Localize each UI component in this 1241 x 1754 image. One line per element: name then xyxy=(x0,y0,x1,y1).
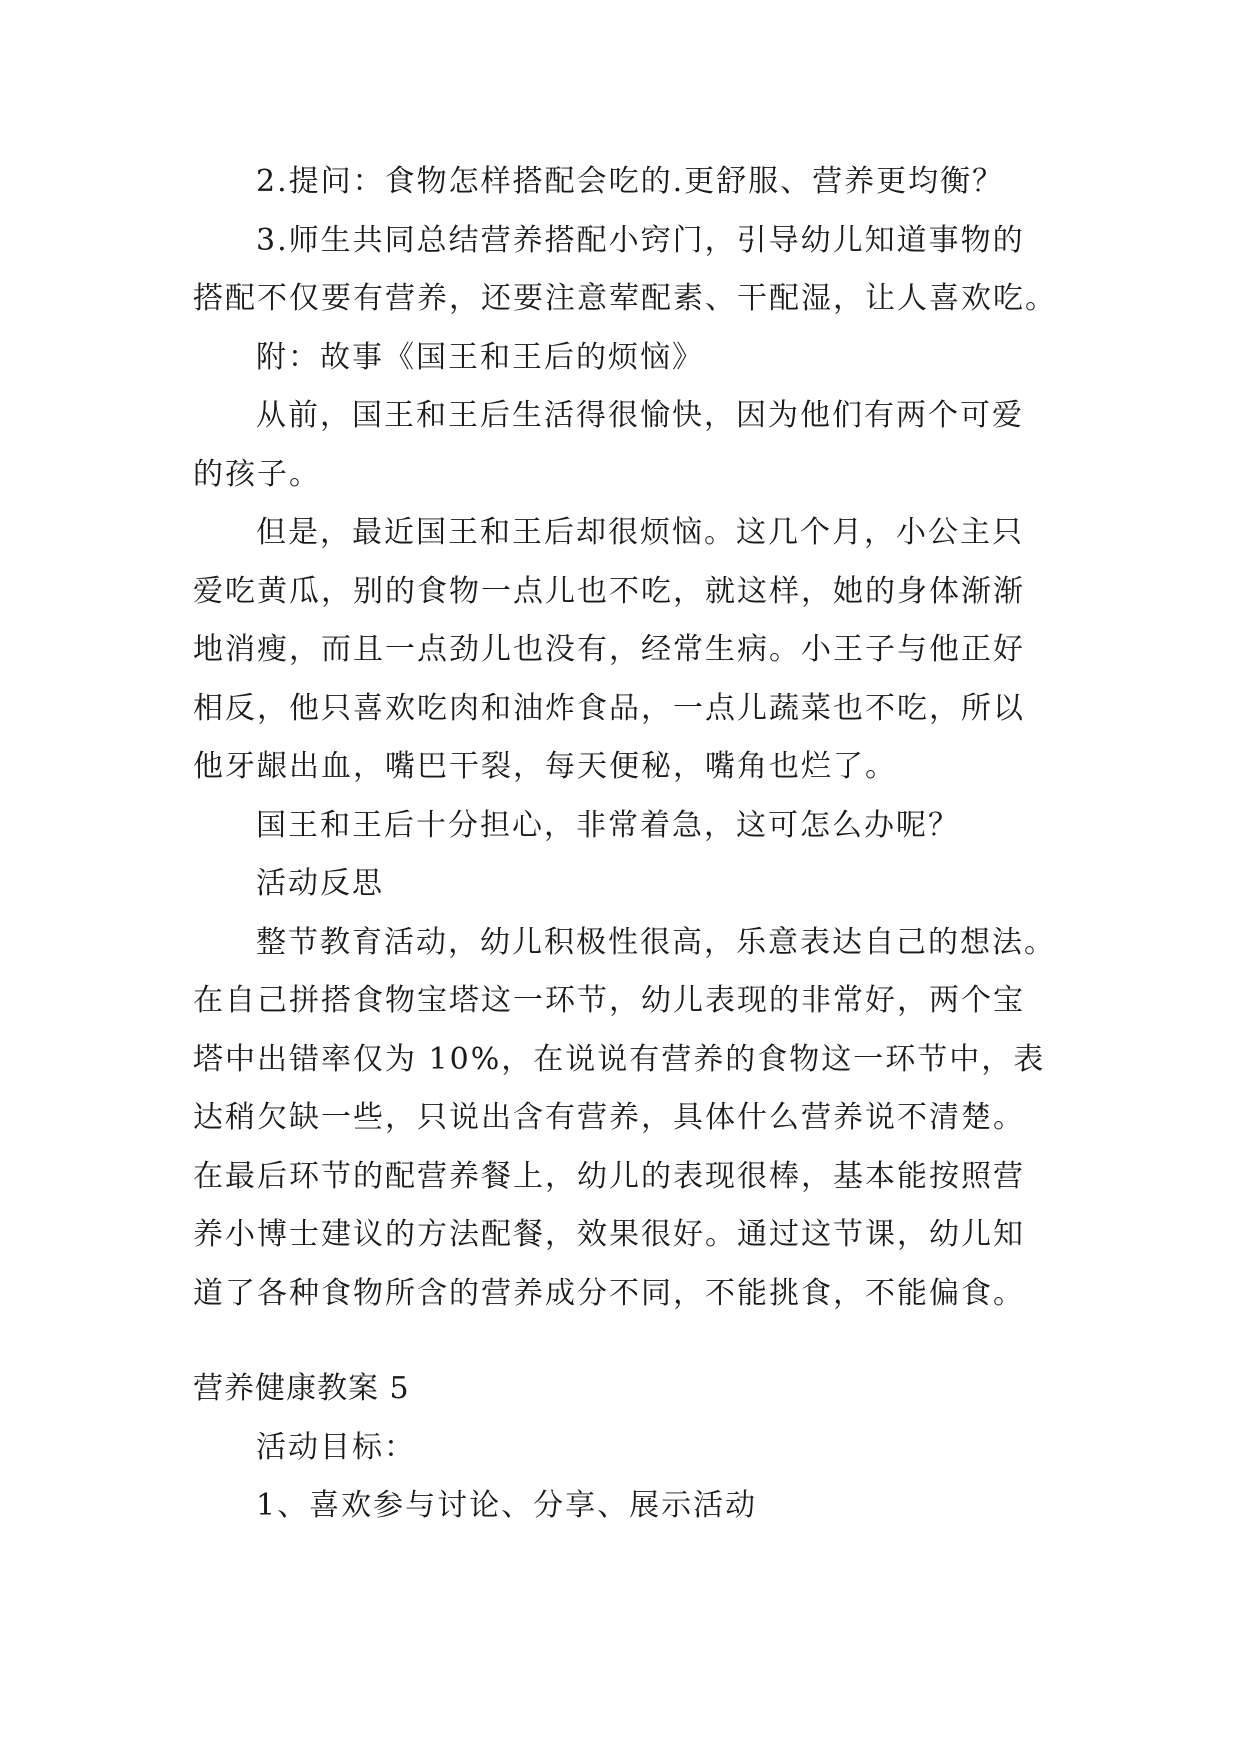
story-paragraph-line: 国王和王后十分担心，非常着急，这可怎么办呢？ xyxy=(256,807,960,843)
reflection-line: 在最后环节的配营养餐上，幼儿的表现很棒，基本能按照营 xyxy=(193,1158,1025,1194)
step-3-summary-continued: 搭配不仅要有营养，还要注意荤配素、干配湿，让人喜欢吃。 xyxy=(193,281,1057,316)
appendix-story-title: 附：故事《国王和王后的烦恼》 xyxy=(256,339,704,375)
story-paragraph-line: 相反，他只喜欢吃肉和油炸食品，一点儿蔬菜也不吃，所以 xyxy=(193,690,1025,726)
document-body xyxy=(193,153,1073,1536)
step-2-question: 2.提问：食物怎样搭配会吃的.更舒服、营养更均衡？ xyxy=(256,164,1005,199)
goal-item: 1、喜欢参与讨论、分享、展示活动 xyxy=(256,1488,758,1523)
step-3-summary: 3.师生共同总结营养搭配小窍门，引导幼儿知道事物的 xyxy=(256,222,1025,258)
story-paragraph-line: 但是，最近国王和王后却很烦恼。这几个月，小公主只 xyxy=(256,515,1024,550)
story-paragraph-line: 地消瘦，而且一点劲儿也没有，经常生病。小王子与他正好 xyxy=(193,632,1025,667)
reflection-line: 塔中出错率仅为 10%，在说说有营养的食物这一环节中，表 xyxy=(193,1041,1046,1077)
reflection-line: 达稍欠缺一些，只说出含有营养，具体什么营养说不清楚。 xyxy=(193,1100,1025,1135)
goals-label: 活动目标： xyxy=(256,1429,416,1465)
section-5-title: 营养健康教案 5 xyxy=(193,1371,410,1406)
reflection-line: 整节教育活动，幼儿积极性很高，乐意表达自己的想法。 xyxy=(256,924,1056,960)
story-paragraph-line: 他牙龈出血，嘴巴干裂，每天便秘，嘴角也烂了。 xyxy=(193,749,897,784)
reflection-line: 在自己拼搭食物宝塔这一环节，幼儿表现的非常好，两个宝 xyxy=(193,983,1025,1018)
story-paragraph-line: 的孩子。 xyxy=(193,456,321,492)
reflection-title: 活动反思 xyxy=(256,866,384,901)
story-paragraph-line: 爱吃黄瓜，别的食物一点儿也不吃，就这样，她的身体渐渐 xyxy=(193,573,1025,609)
reflection-line: 道了各种食物所含的营养成分不同，不能挑食，不能偏食。 xyxy=(193,1275,1025,1311)
reflection-line: 养小博士建议的方法配餐，效果很好。通过这节课，幼儿知 xyxy=(193,1217,1025,1252)
section-spacer xyxy=(193,1323,1073,1360)
story-paragraph-line: 从前，国王和王后生活得很愉快，因为他们有两个可爱 xyxy=(256,398,1024,433)
